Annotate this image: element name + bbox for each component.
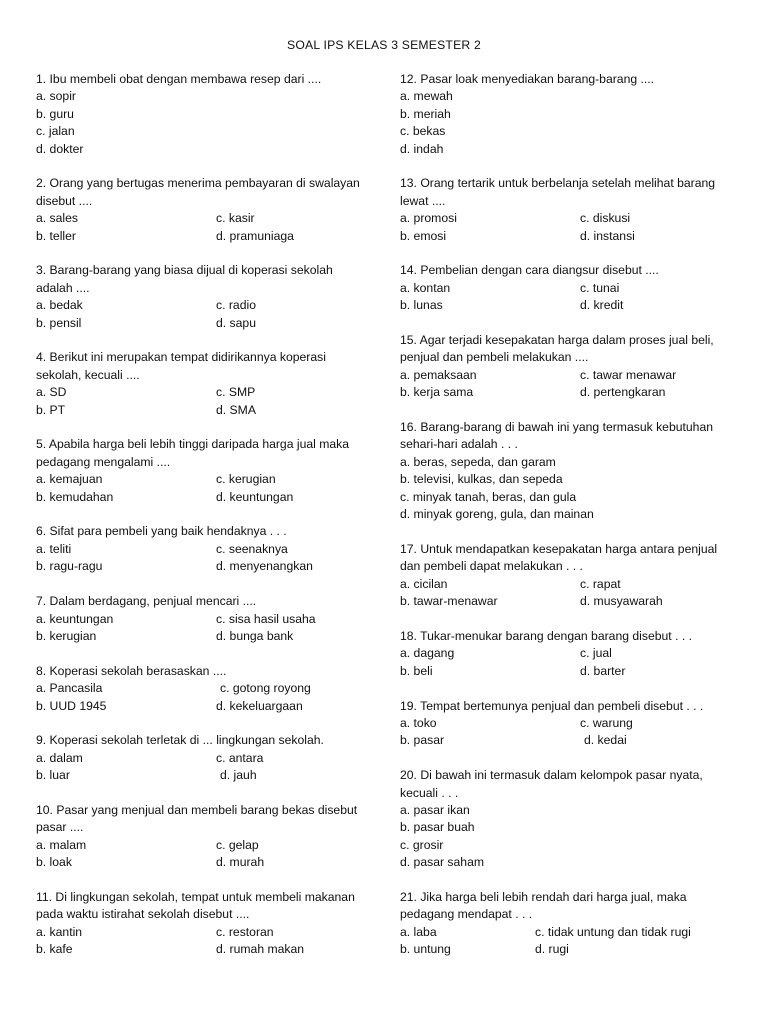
question-stem-cont: kecuali . . . <box>400 785 459 800</box>
question-stem: 4. Berikut ini merupakan tempat didirikannya koperasi <box>36 350 326 365</box>
question-21 <box>400 889 740 959</box>
right-column <box>400 71 740 959</box>
question-stem: 6. Sifat para pembeli yang baik hendaknya . . . <box>36 524 287 539</box>
option-b: b. televisi, kulkas, dan sepeda <box>400 472 563 487</box>
question-7 <box>36 593 368 645</box>
option-d: d. menyenangkan <box>216 559 313 574</box>
option-c: c. bekas <box>400 124 446 139</box>
question-stem-cont: dan pembeli dapat melakukan . . . <box>400 559 583 574</box>
option-a: a. dagang <box>400 646 455 661</box>
question-19 <box>400 698 740 750</box>
option-b: b. guru <box>36 106 74 121</box>
option-d: d. jauh <box>220 768 257 783</box>
option-b: b. luar <box>36 768 70 783</box>
option-c: c. kasir <box>216 211 255 226</box>
question-stem: 3. Barang-barang yang biasa dijual di koperasi sekolah <box>36 263 333 278</box>
question-18 <box>400 628 740 680</box>
option-a: a. kantin <box>36 924 83 939</box>
option-a: a. Pancasila <box>36 681 103 696</box>
question-stem-cont: adalah .... <box>36 280 90 295</box>
option-c: c. radio <box>216 298 256 313</box>
option-d: d. indah <box>400 141 444 156</box>
option-b: b. loak <box>36 855 72 870</box>
option-a: a. kontan <box>400 280 451 295</box>
option-a: a. keuntungan <box>36 611 114 626</box>
question-4 <box>36 349 368 419</box>
question-stem: 10. Pasar yang menjual dan membeli barang bekas disebut <box>36 802 358 817</box>
option-b: b. ragu-ragu <box>36 559 103 574</box>
option-d: d. dokter <box>36 141 84 156</box>
page-title: SOAL IPS KELAS 3 SEMESTER 2 <box>287 38 481 52</box>
question-2 <box>36 175 368 245</box>
option-d: d. SMA <box>216 402 256 417</box>
option-d: d. pasar saham <box>400 855 485 870</box>
option-a: a. pasar ikan <box>400 802 470 817</box>
option-c: c. grosir <box>400 837 444 852</box>
option-d: d. murah <box>216 855 265 870</box>
question-stem: 7. Dalam berdagang, penjual mencari .... <box>36 594 257 609</box>
question-stem: 8. Koperasi sekolah berasaskan .... <box>36 663 227 678</box>
question-10 <box>36 802 368 872</box>
question-stem-cont: pasar .... <box>36 820 84 835</box>
option-d: d. sapu <box>216 315 256 330</box>
question-8 <box>36 663 368 715</box>
option-c: c. tawar menawar <box>580 367 677 382</box>
option-c: c. diskusi <box>580 211 631 226</box>
option-d: d. pertengkaran <box>580 385 666 400</box>
option-a: a. dalam <box>36 750 83 765</box>
option-c: c. warung <box>580 715 633 730</box>
option-a: a. mewah <box>400 89 453 104</box>
option-c: c. tidak untung dan tidak rugi <box>535 924 691 939</box>
question-stem: 12. Pasar loak menyediakan barang-barang .... <box>400 72 655 86</box>
option-b: b. emosi <box>400 228 447 243</box>
option-d: d. pramuniaga <box>216 228 294 243</box>
option-d: d. kekeluargaan <box>216 698 303 713</box>
question-stem: 14. Pembelian dengan cara diangsur disebut .... <box>400 263 659 278</box>
question-stem: 9. Koperasi sekolah terletak di ... lingkungan sekolah. <box>36 733 324 748</box>
question-12 <box>400 71 740 158</box>
option-d: d. kedai <box>584 733 627 748</box>
option-b: b. pensil <box>36 315 82 330</box>
question-20 <box>400 767 740 871</box>
option-a: a. sales <box>36 211 79 226</box>
question-14 <box>400 262 740 314</box>
question-stem: 5. Apabila harga beli lebih tinggi daripada harga jual maka <box>36 437 350 452</box>
option-d: d. rumah makan <box>216 942 305 957</box>
option-b: b. UUD 1945 <box>36 698 107 713</box>
option-c: c. tunai <box>580 280 620 295</box>
option-b: b. tawar-menawar <box>400 594 498 609</box>
question-stem: 17. Untuk mendapatkan kesepakatan harga antara penjual <box>400 541 718 556</box>
question-stem-cont: sekolah, kecuali .... <box>36 367 140 382</box>
option-b: b. beli <box>400 663 433 678</box>
option-c: c. minyak tanah, beras, dan gula <box>400 489 577 504</box>
option-c: c. restoran <box>216 924 274 939</box>
question-stem-cont: sehari-hari adalah . . . <box>400 437 518 452</box>
option-d: d. instansi <box>580 228 635 243</box>
question-stem: 21. Jika harga beli lebih rendah dari harga jual, maka <box>400 889 687 904</box>
option-d: d. minyak goreng, gula, dan mainan <box>400 507 594 522</box>
option-a: a. sopir <box>36 89 76 104</box>
question-stem: 16. Barang-barang di bawah ini yang termasuk kebutuhan <box>400 420 714 435</box>
left-column <box>36 71 368 959</box>
option-d: d. keuntungan <box>216 489 294 504</box>
option-d: d. kredit <box>580 298 624 313</box>
question-3 <box>36 262 368 332</box>
question-16 <box>400 419 740 523</box>
option-d: d. barter <box>580 663 626 678</box>
question-stem: 20. Di bawah ini termasuk dalam kelompok pasar nyata, <box>400 768 703 783</box>
question-stem: 18. Tukar-menukar barang dengan barang disebut . . . <box>400 628 693 643</box>
option-b: b. kemudahan <box>36 489 114 504</box>
option-c: c. sisa hasil usaha <box>216 611 316 626</box>
option-a: a. beras, sepeda, dan garam <box>400 454 556 469</box>
option-d: d. rugi <box>535 942 569 957</box>
option-a: a. laba <box>400 924 437 939</box>
option-b: b. lunas <box>400 298 443 313</box>
option-c: c. jual <box>580 646 612 661</box>
option-a: a. malam <box>36 837 87 852</box>
question-1 <box>36 71 368 158</box>
option-d: d. bunga bank <box>216 628 294 643</box>
option-a: a. bedak <box>36 298 83 313</box>
option-b: b. meriah <box>400 106 451 121</box>
option-d: d. musyawarah <box>580 594 663 609</box>
option-c: c. SMP <box>216 385 256 400</box>
option-a: a. SD <box>36 385 67 400</box>
option-b: b. kerja sama <box>400 385 474 400</box>
question-stem-cont: penjual dan pembeli melakukan .... <box>400 350 589 365</box>
option-a: a. teliti <box>36 541 72 556</box>
question-5 <box>36 436 368 506</box>
option-b: b. pasar buah <box>400 820 475 835</box>
option-c: c. jalan <box>36 124 75 139</box>
option-b: b. kafe <box>36 942 73 957</box>
question-9 <box>36 732 368 784</box>
option-a: a. promosi <box>400 211 457 226</box>
question-11 <box>36 889 368 959</box>
question-stem: 2. Orang yang bertugas menerima pembayaran di swalayan <box>36 176 360 191</box>
question-stem-cont: pedagang mengalami .... <box>36 454 171 469</box>
option-a: a. cicilan <box>400 576 448 591</box>
option-a: a. pemaksaan <box>400 367 477 382</box>
option-c: c. rapat <box>580 576 621 591</box>
question-17 <box>400 541 740 611</box>
question-stem-cont: pada waktu istirahat sekolah disebut .... <box>36 907 250 922</box>
option-b: b. untung <box>400 942 451 957</box>
question-stem: 15. Agar terjadi kesepakatan harga dalam proses jual beli, <box>400 333 714 348</box>
option-b: b. pasar <box>400 733 445 748</box>
option-b: b. PT <box>36 402 66 417</box>
question-stem: 1. Ibu membeli obat dengan membawa resep dari .... <box>36 72 322 86</box>
question-15 <box>400 332 740 402</box>
option-b: b. teller <box>36 228 76 243</box>
question-13 <box>400 175 740 245</box>
question-stem-cont: disebut .... <box>36 193 93 208</box>
question-stem-cont: lewat .... <box>400 193 446 208</box>
option-c: c. antara <box>216 750 264 765</box>
option-c: c. gelap <box>216 837 259 852</box>
question-stem: 11. Di lingkungan sekolah, tempat untuk membeli makanan <box>36 889 355 904</box>
option-c: c. seenaknya <box>216 541 288 556</box>
question-stem: 13. Orang tertarik untuk berbelanja setelah melihat barang <box>400 176 716 191</box>
question-stem-cont: pedagang mendapat . . . <box>400 907 533 922</box>
option-c: c. gotong royong <box>220 681 311 696</box>
option-a: a. toko <box>400 715 437 730</box>
question-stem: 19. Tempat bertemunya penjual dan pembeli disebut . . . <box>400 698 704 713</box>
option-a: a. kemajuan <box>36 472 103 487</box>
question-6 <box>36 523 368 575</box>
option-c: c. kerugian <box>216 472 276 487</box>
option-b: b. kerugian <box>36 628 97 643</box>
